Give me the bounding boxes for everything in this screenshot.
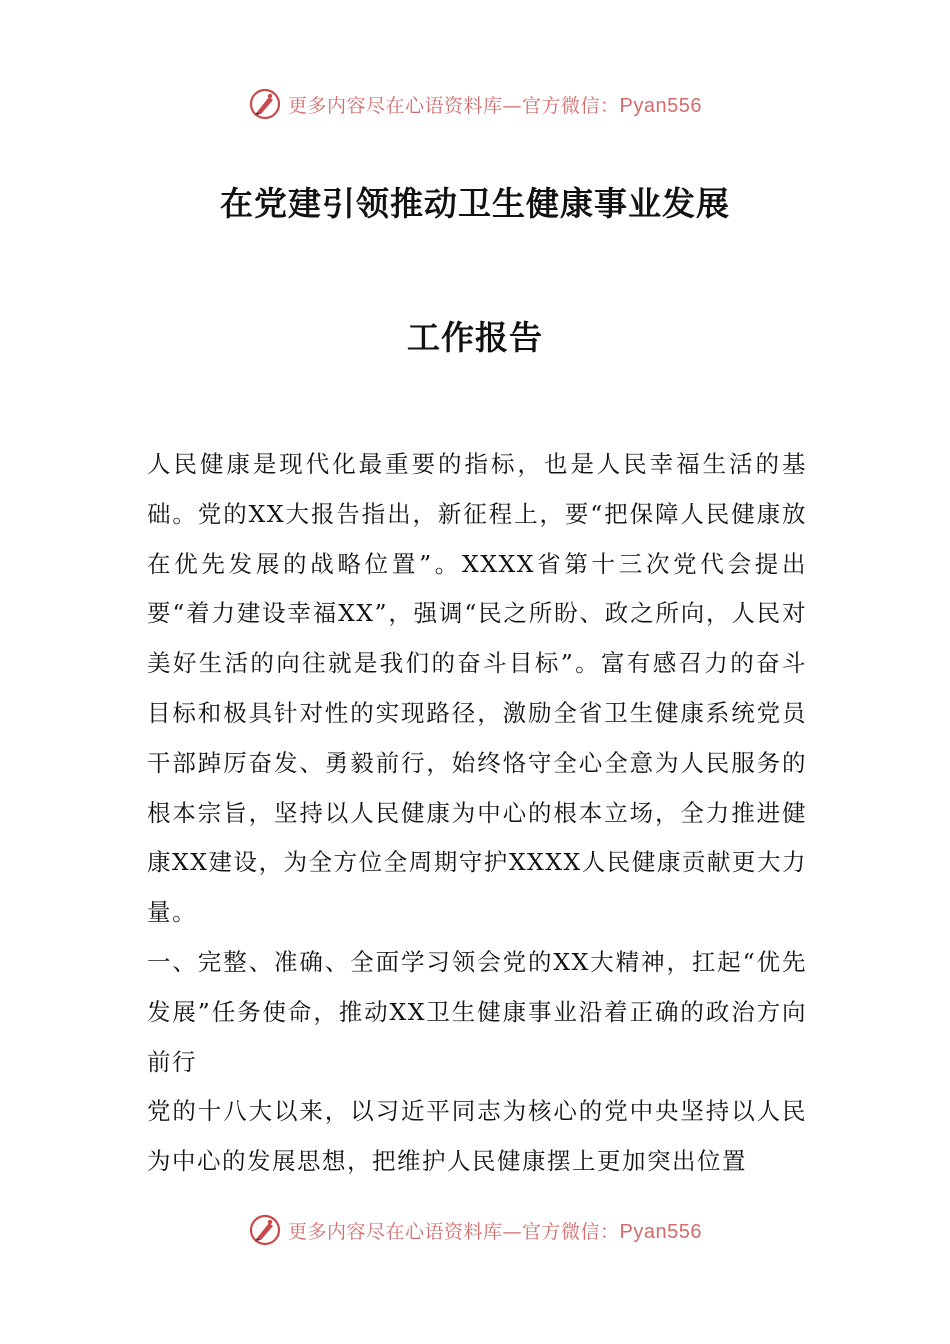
footer-banner bbox=[0, 1210, 950, 1250]
pen-nib-circle-icon bbox=[248, 87, 282, 121]
banner-text: 更多内容尽在心语资料库—官方微信：Pyan556 bbox=[288, 1220, 702, 1243]
banner-text: 更多内容尽在心语资料库—官方微信：Pyan556 bbox=[288, 94, 702, 117]
wechat-id: Pyan556 bbox=[619, 94, 702, 117]
body-paragraph-2: 党的十八大以来，以习近平同志为核心的党中央坚持以人民为中心的发展思想，把维护人民健康摆上更加突出位置 bbox=[147, 1097, 807, 1176]
section-heading-1: 一、完整、准确、全面学习领会党的XX大精神，扛起“优先发展”任务使命，推动XX卫生健康事业沿着正确的政治方向前行 bbox=[147, 947, 807, 1076]
pen-nib-circle-icon bbox=[248, 1213, 282, 1247]
document-title-line1: 在党建引领推动卫生健康事业发展 bbox=[220, 184, 730, 223]
header-banner bbox=[0, 84, 950, 124]
wechat-id: Pyan556 bbox=[619, 1220, 702, 1243]
document-body bbox=[147, 440, 807, 1187]
body-paragraph-1: 人民健康是现代化最重要的指标，也是人民幸福生活的基础。党的XX大报告指出，新征程上，要“把保障人民健康放在优先发展的战略位置”。XXXX省第十三次党代会提出要“着力建设幸福XX”，强调“民之所盼、政之所向，人民对美好生活的向往就是我们的奋斗目标”。富有感召力的奋斗目标和极具针对性的实现路径，激励全省卫生健康系统党员干部踔厉奋发、勇毅前行，始终恪守全心全意为人民服务的根本宗旨，坚持以人民健康为中心的根本立场，全力推进健康XX建设，为全方位全周期守护XXXX人民健康贡献更大力量。 bbox=[147, 450, 807, 927]
document-title-line2: 工作报告 bbox=[407, 318, 543, 357]
